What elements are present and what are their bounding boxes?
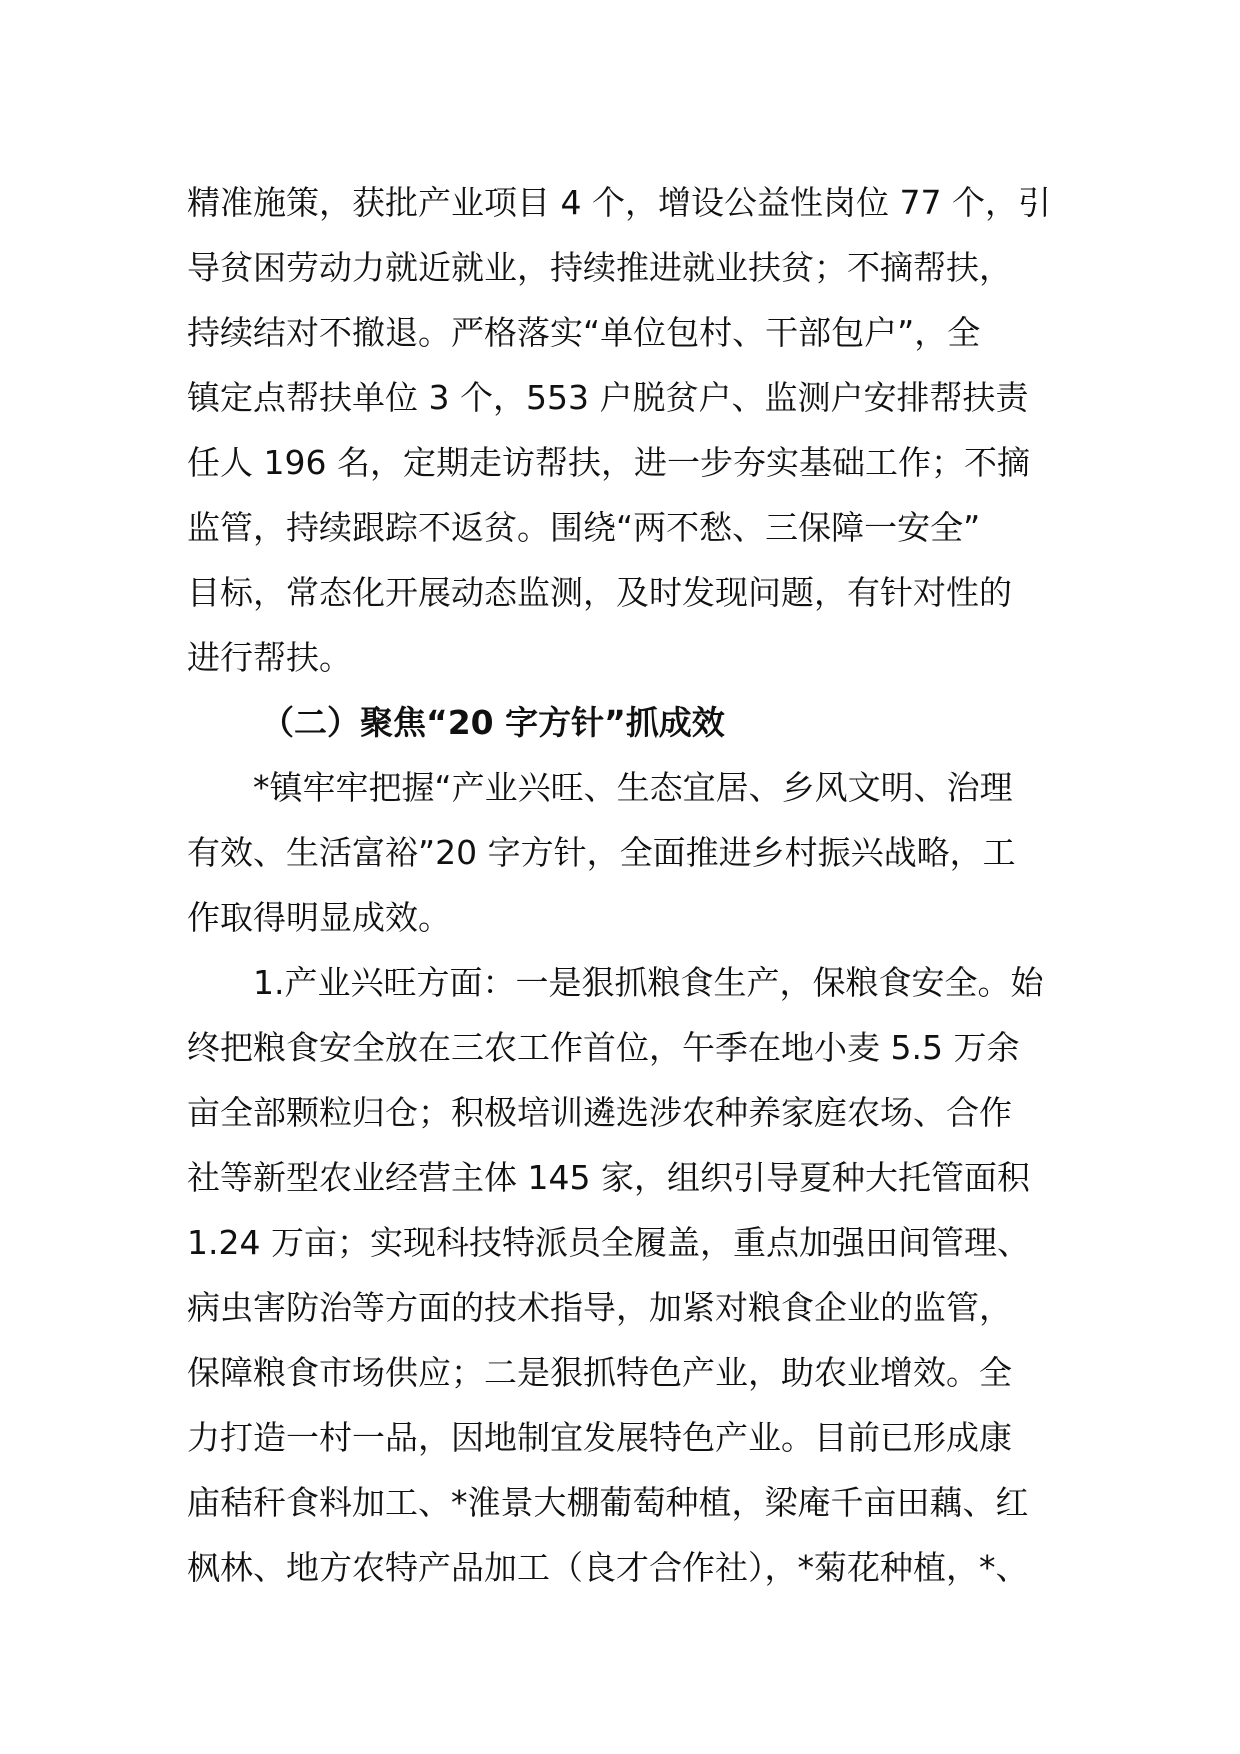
- text-line: 枫林、地方农特产品加工（良才合作社），*菊花种植，*、: [187, 1548, 1029, 1587]
- text-line: 进行帮扶。: [187, 638, 352, 677]
- text-line: 1.产业兴旺方面：一是狠抓粮食生产，保粮食安全。始: [253, 963, 1044, 1002]
- text-line: 镇定点帮扶单位 3 个，553 户脱贫户、监测户安排帮扶责: [187, 378, 1029, 417]
- document-body: [187, 170, 1067, 1600]
- text-line: 持续结对不撤退。严格落实“单位包村、干部包户”，全: [187, 313, 981, 352]
- paragraph-20-character-policy: [187, 755, 1067, 950]
- paragraph-industry-prosperity: [187, 950, 1067, 1600]
- text-line: 病虫害防治等方面的技术指导，加紧对粮食企业的监管，: [187, 1288, 1012, 1327]
- text-line: 任人 196 名，定期走访帮扶，进一步夯实基础工作；不摘: [187, 443, 1030, 482]
- text-line: 终把粮食安全放在三农工作首位，午季在地小麦 5.5 万余: [187, 1028, 1020, 1067]
- text-line: 目标，常态化开展动态监测，及时发现问题，有针对性的: [187, 573, 1012, 612]
- text-line: 庙秸秆食料加工、*淮景大棚葡萄种植，梁庵千亩田藕、红: [187, 1483, 1029, 1522]
- text-line: 精准施策，获批产业项目 4 个，增设公益性岗位 77 个，引: [187, 183, 1051, 222]
- paragraph-poverty-support: [187, 170, 1067, 690]
- text-line: 亩全部颗粒归仓；积极培训遴选涉农种养家庭农场、合作: [187, 1093, 1012, 1132]
- section-heading: （二）聚焦“20 字方针”抓成效: [261, 703, 725, 742]
- text-line: 监管，持续跟踪不返贫。围绕“两不愁、三保障一安全”: [187, 508, 981, 547]
- text-line: *镇牢牢把握“产业兴旺、生态宜居、乡风文明、治理: [253, 768, 1013, 807]
- text-line: 1.24 万亩；实现科技特派员全履盖，重点加强田间管理、: [187, 1223, 1030, 1262]
- text-line: 社等新型农业经营主体 145 家，组织引导夏种大托管面积: [187, 1158, 1030, 1197]
- text-line: 作取得明显成效。: [187, 898, 451, 937]
- text-line: 力打造一村一品，因地制宜发展特色产业。目前已形成康: [187, 1418, 1012, 1457]
- text-line: 导贫困劳动力就近就业，持续推进就业扶贫；不摘帮扶，: [187, 248, 1012, 287]
- text-line: 保障粮食市场供应；二是狠抓特色产业，助农业增效。全: [187, 1353, 1012, 1392]
- text-line: 有效、生活富裕”20 字方针，全面推进乡村振兴战略，工: [187, 833, 1016, 872]
